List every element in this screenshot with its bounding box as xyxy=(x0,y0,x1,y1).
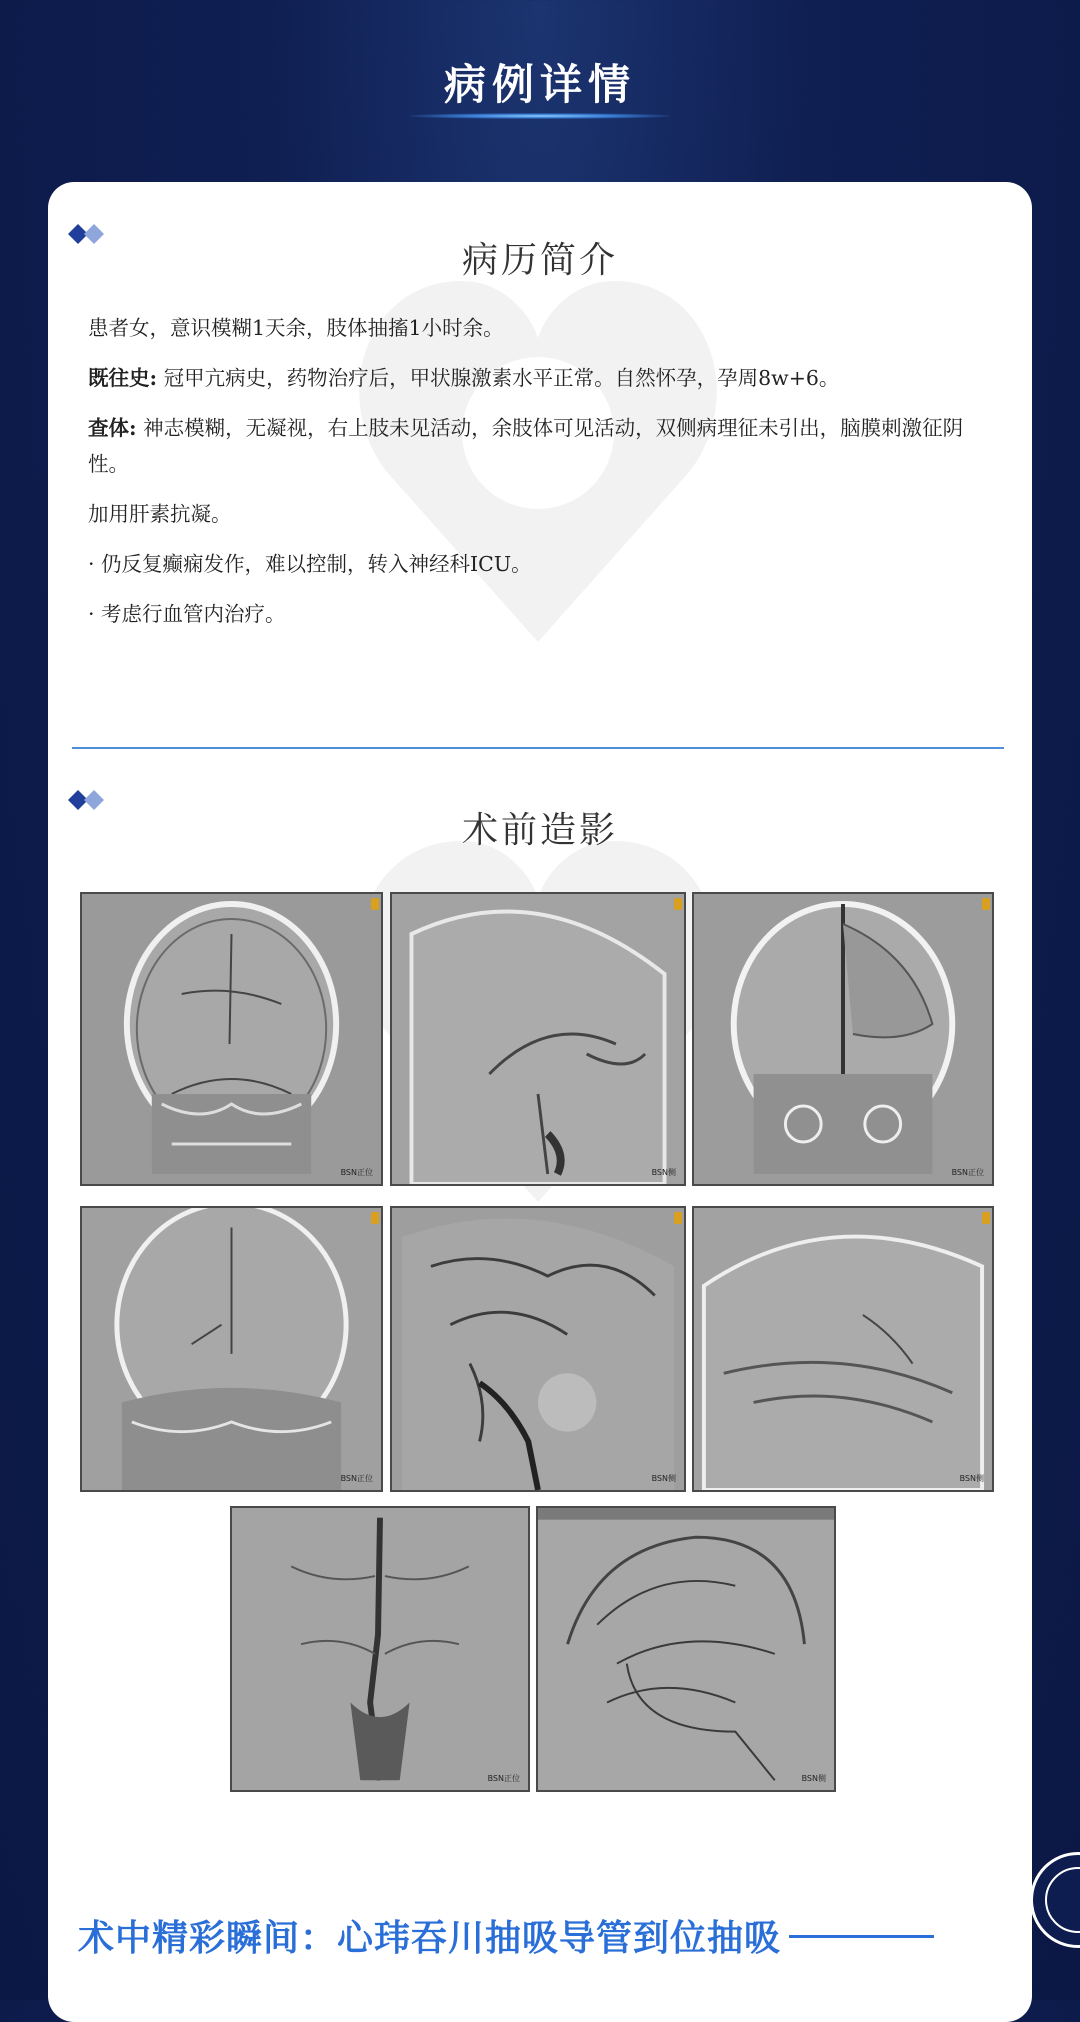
angiogram-image[interactable] xyxy=(80,892,383,1186)
scan-tag: BSN正位 xyxy=(951,1168,984,1177)
scan-tag: BSN正位 xyxy=(340,1168,373,1177)
scan-marker-icon xyxy=(674,898,682,910)
highlight-heading-text: 术中精彩瞬间：心玮吞川抽吸导管到位抽吸 xyxy=(78,1918,782,1959)
side-logo-ring-icon xyxy=(1045,1867,1080,1933)
scan-marker-icon xyxy=(982,898,990,910)
section-heading-history: 病历简介 xyxy=(461,240,618,281)
past-history-text: 冠甲亢病史，药物治疗后，甲状腺激素水平正常。自然怀孕，孕周8w+6。 xyxy=(163,366,840,390)
angiogram-image[interactable] xyxy=(390,1206,686,1492)
bullet-line: · 仍反复癫痫发作，难以控制，转入神经科ICU。 xyxy=(88,552,532,576)
angiogram-image[interactable] xyxy=(230,1506,530,1792)
exam-label: 查体: xyxy=(88,416,137,440)
section-divider xyxy=(72,747,1004,749)
scan-tag: BSN侧 xyxy=(801,1774,826,1783)
frontal-venous-angiogram-icon xyxy=(232,1508,528,1790)
title-glow-decoration xyxy=(410,113,670,119)
angiogram-image[interactable] xyxy=(692,1206,994,1492)
exam-line xyxy=(88,410,998,482)
history-line: 患者女，意识模糊1天余，肢体抽搐1小时余。 xyxy=(88,316,504,340)
angiogram-image[interactable] xyxy=(80,1206,383,1492)
lateral-venous-angiogram-icon xyxy=(538,1508,834,1790)
scan-marker-icon xyxy=(674,1212,682,1224)
scan-marker-icon xyxy=(371,1212,379,1224)
lateral-skull-angiogram-icon xyxy=(392,894,684,1184)
page-title: 病例详情 xyxy=(443,60,636,109)
scan-tag: BSN侧 xyxy=(651,1474,676,1483)
frontal-skull-angiogram-icon xyxy=(694,894,992,1184)
highlight-heading xyxy=(78,1910,1018,1961)
content-card xyxy=(48,182,1032,2022)
scan-marker-icon xyxy=(982,1212,990,1224)
lateral-skull-angiogram-icon xyxy=(392,1208,684,1490)
scan-tag: BSN正位 xyxy=(487,1774,520,1783)
exam-text: 神志模糊，无凝视，右上肢未见活动，余肢体可见活动，双侧病理征未引出，脑膜刺激征阴性。 xyxy=(88,416,964,476)
frontal-skull-angiogram-icon xyxy=(82,1208,381,1490)
scan-marker-icon xyxy=(371,898,379,910)
highlight-underline xyxy=(789,1935,934,1938)
past-history-label: 既往史: xyxy=(88,366,158,390)
bullet-line: · 考虑行血管内治疗。 xyxy=(88,602,286,626)
angiogram-image[interactable] xyxy=(390,892,686,1186)
section-heading-angiography: 术前造影 xyxy=(461,810,618,851)
scan-tag: BSN侧 xyxy=(959,1474,984,1483)
lateral-skull-angiogram-icon xyxy=(694,1208,992,1490)
frontal-skull-angiogram-icon xyxy=(82,894,381,1184)
angiogram-image[interactable] xyxy=(692,892,994,1186)
side-logo-badge[interactable] xyxy=(1030,1852,1080,1948)
treatment-line: 加用肝素抗凝。 xyxy=(88,502,232,526)
scan-tag: BSN正位 xyxy=(340,1474,373,1483)
scan-tag: BSN侧 xyxy=(651,1168,676,1177)
history-text-block xyxy=(88,310,998,646)
past-history-line xyxy=(88,360,998,396)
angiogram-image[interactable] xyxy=(536,1506,836,1792)
